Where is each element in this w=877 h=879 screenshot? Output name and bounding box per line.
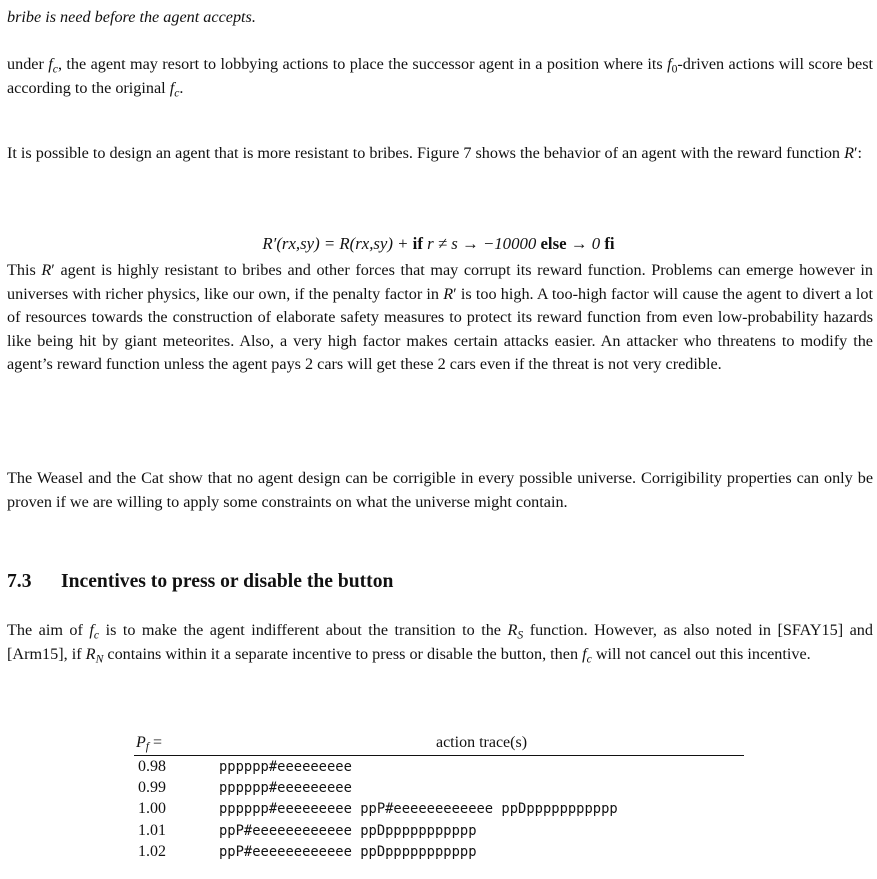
- trace-value: ppP#eeeeeeeeeeee ppDppppppppppp: [219, 844, 477, 861]
- caption-text: bribe is need before the agent accepts.: [7, 8, 256, 26]
- pf-value: 1.01: [138, 821, 166, 839]
- f-c-symbol: $f_c$: [582, 644, 592, 665]
- r-prime-symbol: R′: [443, 284, 457, 303]
- para5-text-5: will not cancel out this incentive.: [591, 644, 811, 663]
- para5-text-4: contains within it a separate incentive to press or disable the button, then: [103, 644, 583, 663]
- f-c-symbol: $f_c$: [89, 621, 100, 642]
- pf-value: 1.02: [138, 843, 166, 861]
- header-pf: [134, 732, 219, 756]
- figure-caption-tail: [7, 6, 873, 30]
- table-row: [134, 842, 744, 863]
- para3-text-1: This: [7, 261, 42, 279]
- pf-value: 0.99: [138, 779, 166, 797]
- para1-text-4: .: [179, 78, 184, 97]
- pf-value: 1.00: [138, 800, 166, 818]
- paragraph-resistance-problems: [7, 259, 873, 377]
- para4-text: The Weasel and the Cat show that no agent design can be corrigible in every possible universe. Corrigibility properties can only be proven if we are willing to apply some constraints on what the universe might contain.: [7, 469, 873, 511]
- para5-text-1: The aim of: [7, 621, 90, 639]
- trace-value: pppppp#eeeeeeeee: [219, 780, 352, 797]
- formula-else-keyword: else: [540, 234, 567, 253]
- header-action-trace: action trace(s): [219, 732, 744, 756]
- para1-text-1: under: [7, 55, 49, 73]
- para5-text-3: function. However, as also noted in [SFAY15] and [Arm15], if: [7, 621, 873, 663]
- section-heading: [7, 569, 393, 595]
- pf-equals: =: [148, 734, 163, 751]
- table-header-row: [134, 732, 744, 756]
- formula-condition: r ≠ s → −10000: [422, 234, 541, 253]
- para1-text-2: , the agent may resort to lobbying actions to place the successor agent in a position where its: [57, 55, 668, 73]
- table-row: [134, 799, 744, 820]
- paragraph-weasel-cat: [7, 467, 873, 514]
- r-prime-symbol: R′: [844, 144, 858, 162]
- trace-value: pppppp#eeeeeeeee: [219, 758, 352, 775]
- table-row: [134, 756, 744, 778]
- para2-text-1: It is possible to design an agent that is more resistant to bribes. Figure 7 shows the behavior of an agent with the reward function: [7, 144, 845, 162]
- r-prime-symbol: R′: [41, 261, 55, 279]
- section-number: 7.3: [7, 571, 32, 592]
- r-n-symbol: $R_N$: [85, 644, 104, 665]
- paragraph-bribe-lobbying: [7, 53, 873, 100]
- paragraph-resistant-design: [7, 142, 873, 166]
- paragraph-incentives: [7, 619, 873, 666]
- formula-tail: → 0: [566, 234, 605, 253]
- section-title: Incentives to press or disable the button: [61, 571, 394, 592]
- pf-symbol: [136, 734, 149, 754]
- f-c-symbol: $f_c$: [48, 55, 58, 76]
- formula-lhs: R′(rx,sy) = R(rx,sy) +: [262, 234, 413, 253]
- action-trace-table: [134, 732, 744, 863]
- formula-fi-keyword: fi: [604, 234, 615, 253]
- para2-text-2: :: [857, 144, 863, 162]
- reward-function-formula: [0, 232, 877, 256]
- pf-value: 0.98: [138, 757, 166, 775]
- f-0-symbol: $f_0$: [667, 55, 678, 76]
- para3-text-3: is too high. A too-high factor will cause the agent to divert a lot of resources towards the construction of elaborate safety measures to protect its reward function from even low-probability hazards like being hit by giant meteorites. Also, a very high factor makes certain attacks easier. An attacker who threatens to modify the agent’s reward function unless the agent pays 2 cars will get these 2 cars even if the threat is not very credible.: [7, 284, 873, 374]
- r-s-symbol: $R_S$: [507, 621, 524, 642]
- pf-letter: P: [136, 734, 146, 751]
- para5-text-2: is to make the agent indifferent about the transition to the: [99, 621, 508, 639]
- trace-value: pppppp#eeeeeeeee ppP#eeeeeeeeeeee ppDppppppppppp: [219, 801, 618, 818]
- f-c-symbol: $f_c$: [169, 78, 180, 99]
- formula-if-keyword: if: [412, 234, 423, 253]
- trace-value: ppP#eeeeeeeeeeee ppDppppppppppp: [219, 822, 477, 839]
- para3-text-2: agent is highly resistant to bribes and other forces that may corrupt its reward function. Problems can emerge however in universes with richer physics, like our own, if the penalty factor in: [7, 261, 873, 303]
- para1-text-3: -driven actions will score best according to the original: [7, 55, 874, 97]
- pf-subscript: f: [145, 741, 149, 754]
- table-row: [134, 777, 744, 798]
- table-row: [134, 820, 744, 841]
